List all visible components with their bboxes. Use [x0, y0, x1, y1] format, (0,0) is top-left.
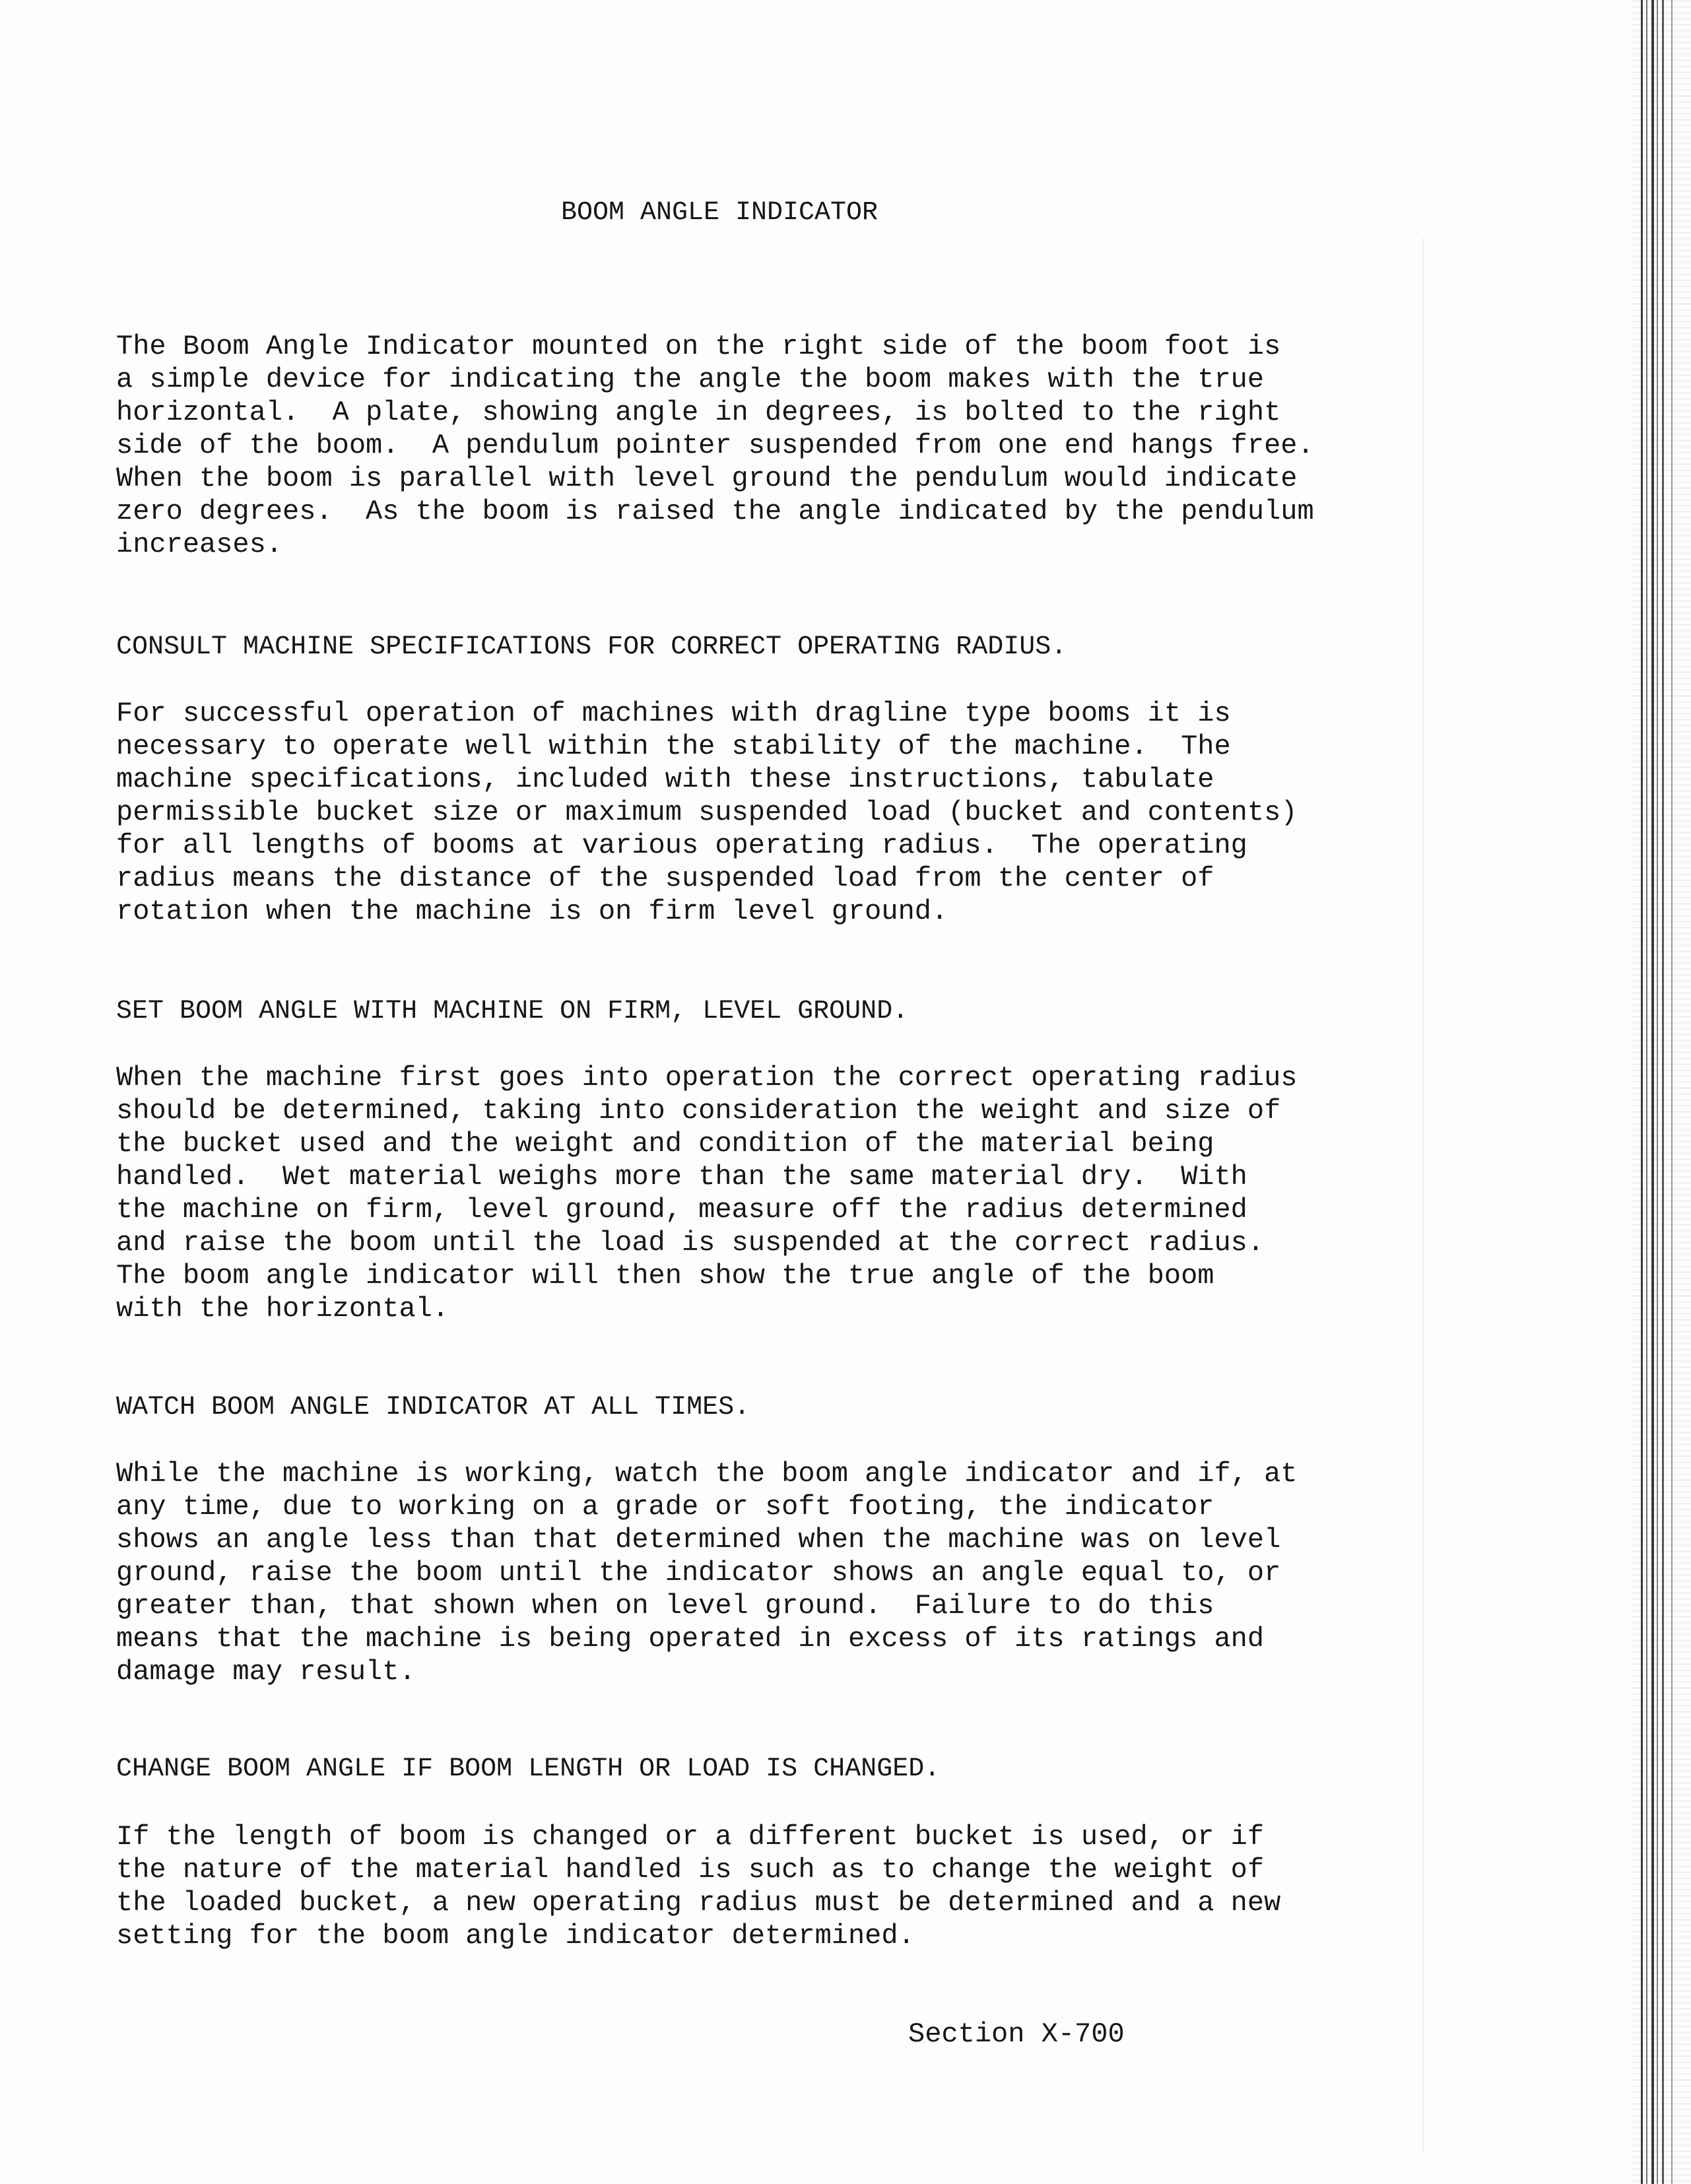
section-2-line: should be determined, taking into consideration the weight and size of [116, 1095, 1281, 1127]
section-3-line: greater than, that shown when on level ground. Failure to do this [116, 1590, 1214, 1622]
section-2-line: with the horizontal. [116, 1293, 449, 1325]
section-3-line: ground, raise the boom until the indicator shows an angle equal to, or [116, 1557, 1281, 1589]
section-1-line: necessary to operate well within the stability of the machine. The [116, 731, 1231, 762]
page-fold-shadow [1422, 238, 1424, 2152]
section-number: Section X-700 [908, 2018, 1125, 2050]
section-2-line: the machine on firm, level ground, measure off the radius determined [116, 1194, 1247, 1226]
intro-line: horizontal. A plate, showing angle in degrees, is bolted to the right [116, 397, 1281, 428]
section-3-line: While the machine is working, watch the boom angle indicator and if, at [116, 1458, 1298, 1490]
section-3-line: any time, due to working on a grade or soft footing, the indicator [116, 1491, 1214, 1523]
section-heading-4: CHANGE BOOM ANGLE IF BOOM LENGTH OR LOAD IS CHANGED. [116, 1754, 941, 1784]
document-title: BOOM ANGLE INDICATOR [560, 198, 879, 228]
intro-line: side of the boom. A pendulum pointer suspended from one end hangs free. [116, 430, 1314, 461]
section-paragraph-3 [116, 1457, 1298, 1688]
section-3-line: damage may result. [116, 1656, 416, 1688]
section-4-line: the nature of the material handled is such as to change the weight of [116, 1854, 1265, 1886]
intro-line: zero degrees. As the boom is raised the angle indicated by the pendulum [116, 496, 1314, 527]
section-1-line: for all lengths of booms at various operating radius. The operating [116, 830, 1247, 861]
section-1-line: For successful operation of machines with dragline type booms it is [116, 698, 1231, 729]
section-4-line: the loaded bucket, a new operating radius must be determined and a new [116, 1887, 1281, 1919]
section-1-line: radius means the distance of the suspended load from the center of [116, 863, 1214, 894]
section-1-line: rotation when the machine is on firm level ground. [116, 896, 948, 927]
intro-line: When the boom is parallel with level ground the pendulum would indicate [116, 463, 1298, 494]
section-heading-1: CONSULT MACHINE SPECIFICATIONS FOR CORRECT OPERATING RADIUS. [116, 632, 1067, 662]
section-1-line: permissible bucket size or maximum suspended load (bucket and contents) [116, 797, 1298, 828]
section-heading-3: WATCH BOOM ANGLE INDICATOR AT ALL TIMES. [116, 1393, 750, 1422]
section-heading-2: SET BOOM ANGLE WITH MACHINE ON FIRM, LEVEL GROUND. [116, 997, 909, 1026]
intro-line: increases. [116, 529, 283, 560]
section-1-line: machine specifications, included with these instructions, tabulate [116, 764, 1214, 795]
section-2-line: When the machine first goes into operation the correct operating radius [116, 1062, 1298, 1094]
section-paragraph-4 [116, 1820, 1280, 1952]
section-3-line: shows an angle less than that determined when the machine was on level [116, 1524, 1281, 1556]
section-4-line: If the length of boom is changed or a different bucket is used, or if [116, 1821, 1265, 1853]
section-2-line: the bucket used and the weight and condition of the material being [116, 1128, 1214, 1160]
section-paragraph-1 [116, 697, 1298, 928]
section-paragraph-2 [116, 1061, 1298, 1325]
intro-line: a simple device for indicating the angle the boom makes with the true [116, 364, 1265, 395]
section-2-line: and raise the boom until the load is suspended at the correct radius. [116, 1227, 1265, 1259]
section-2-line: handled. Wet material weighs more than the same material dry. With [116, 1161, 1247, 1193]
section-2-line: The boom angle indicator will then show the true angle of the boom [116, 1260, 1214, 1292]
section-3-line: means that the machine is being operated in excess of its ratings and [116, 1623, 1265, 1655]
intro-line: The Boom Angle Indicator mounted on the right side of the boom foot is [116, 331, 1281, 362]
intro-paragraph [116, 330, 1314, 561]
section-4-line: setting for the boom angle indicator determined. [116, 1920, 915, 1952]
binding-edge [1632, 0, 1691, 2184]
